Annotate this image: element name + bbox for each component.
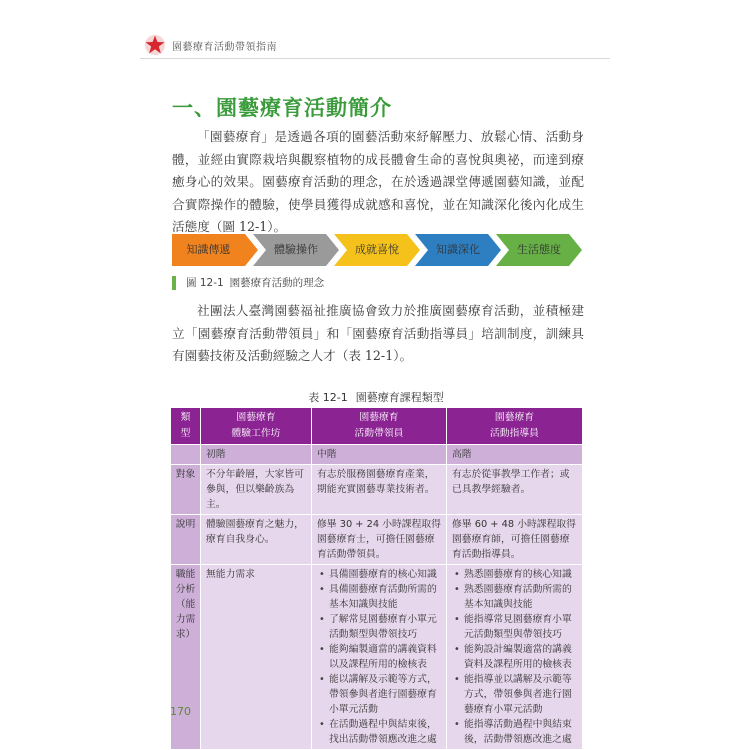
level-cell: 初階 [201,445,312,465]
header-line: 體驗工作坊 [231,428,281,439]
level-row [171,445,583,465]
header-workshop [201,408,312,445]
list-item: • 了解常見園藝療育小單元活動類型與帶領技巧 [318,612,442,642]
header-leader [312,408,447,445]
list-item: • 能夠設計編製適當的講義資料及課程所用的檢核表 [453,642,578,672]
list-item: • 能指導並以講解及示範等方式，帶領參與者進行園藝療育小單元活動 [453,672,578,717]
table-number: 表 12-1 [308,391,348,404]
header-type: 類型 [171,408,201,445]
header-line: 園藝療育 [236,412,276,423]
list-item: • 能夠編製適當的講義資料以及課程所用的檢核表 [318,642,442,672]
header-line: 園藝療育 [494,412,535,423]
section-title: 一、園藝療育活動簡介 [172,96,392,120]
list-item: • 能指導常見園藝療育小單元活動類型與帶領技巧 [453,612,578,642]
list-item: • 具備園藝療育的核心知識 [318,567,442,582]
association-paragraph: 社團法人臺灣園藝福祉推廣協會致力於推廣園藝療育活動，並積極建立「園藝療育活動帶領員」和「園藝療育活動指導員」培訓制度，訓練具有園藝技術及活動經驗之人才（表 12-1）。 [172,303,584,363]
running-title: 園藝療育活動帶領指南 [172,42,277,53]
figure-number: 圖 12-1 [186,277,224,289]
list-item: • 能指導活動過程中與結束後，活動帶領應改進之處 [453,717,578,747]
list-item: • 在活動過程中與結束後，找出活動帶領應改進之處 [318,717,442,747]
table-caption [170,389,582,405]
header-line: 園藝療育 [359,412,399,423]
flow-step-label: 成就喜悅 [355,243,399,256]
figure-caption [172,276,324,290]
target-cell: 不分年齡層，大家皆可參與，但以樂齡族為主。 [201,465,312,515]
header-instructor [447,408,583,445]
target-row [171,465,583,515]
course-types-table [170,407,583,750]
skills-list [318,567,442,747]
skills-cell: 無能力需求 [201,565,312,750]
running-header [140,32,610,59]
skills-cell-instructor [447,565,583,750]
page-number: 170 [170,705,191,718]
intro-paragraph: 「園藝療育」是透過各項的園藝活動來紓解壓力、放鬆心情、活動身體，並經由實際栽培與觀察植物的成長體會生命的喜悅與奧祕，而達到療癒身心的效果。園藝療育活動的理念，在於透過課堂傳遞園藝知識，並配合實際操作的體驗，使學員獲得成就感和喜悅，並在知識深化後內化成生活態度（圖 12-1）。 [172,129,584,234]
target-row-label: 對象 [171,465,201,515]
list-item: • 熟悉園藝療育活動所需的基本知識與技能 [453,582,578,612]
table-caption-text: 園藝療育課程類型 [355,391,444,404]
target-cell: 有志於服務園藝療育產業，期能充實園藝專業技術者。 [312,465,447,515]
red-star-seal-icon [144,34,166,56]
flow-step-label: 知識傳遞 [186,243,231,256]
description-cell: 體驗園藝療育之魅力，療育自我身心。 [201,515,312,565]
header-line: 活動指導員 [490,428,539,439]
level-row-head [171,445,201,465]
flow-step-label: 生活態度 [517,243,561,256]
level-cell: 高階 [447,445,583,465]
list-item: • 熟悉園藝療育的核心知識 [453,567,578,582]
list-item: • 具備園藝療育活動所需的基本知識與技能 [318,582,442,612]
flow-step-label: 知識深化 [436,243,480,256]
skills-cell-leader [312,565,447,750]
description-row [171,515,583,565]
level-cell: 中階 [312,445,447,465]
skills-row-label: 職能分析（能力需求） [171,565,201,750]
description-cell: 修畢 60 + 48 小時課程取得園藝療育師，可擔任園藝療育活動指導員。 [447,515,583,565]
target-cell: 有志於從事教學工作者；或已具教學經驗者。 [447,465,583,515]
list-item: • 能以講解及示範等方式，帶領參與者進行園藝療育小單元活動 [318,672,442,717]
table-header-row [171,408,583,445]
header-line: 活動帶領員 [354,428,404,439]
flow-step-label: 體驗操作 [274,243,318,256]
concept-flow-diagram [172,234,582,266]
description-row-label: 說明 [171,515,201,565]
skills-row [171,565,583,750]
skills-list [453,567,578,747]
description-cell: 修畢 30 + 24 小時課程取得園藝療育士，可擔任園藝療育活動帶領員。 [312,515,447,565]
figure-caption-text: 園藝療育活動的理念 [229,277,325,289]
